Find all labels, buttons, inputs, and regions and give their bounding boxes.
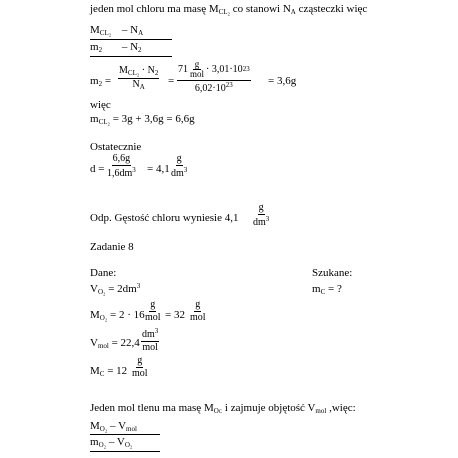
numerator: g (150, 299, 156, 310)
answer-line (90, 213, 238, 224)
text: co stanowi N (230, 3, 291, 15)
eq3-unit (171, 154, 187, 179)
text: Szukane: (312, 267, 353, 279)
denominator (107, 166, 136, 179)
text: = 4,1 (147, 163, 170, 175)
sup: 23 (242, 65, 250, 73)
sup: 3 (132, 166, 136, 174)
text: d = (90, 163, 105, 175)
sub: CL₂ (98, 118, 110, 126)
oxygen-line (90, 403, 356, 415)
text: = (104, 75, 112, 87)
text: m (90, 75, 99, 87)
text: C (218, 410, 223, 415)
sub: C (320, 288, 326, 296)
text: 1,6dm (107, 168, 133, 179)
oxygen-proportion-2 (90, 437, 132, 449)
sub: A (138, 29, 144, 37)
denominator (195, 81, 233, 94)
molar-volume (90, 338, 140, 350)
numerator: g (137, 355, 143, 366)
text: O (213, 407, 219, 415)
sub: 2 (98, 46, 103, 54)
sub: O₂ (97, 288, 106, 296)
text: dm (142, 329, 155, 340)
text: – V (106, 436, 125, 448)
sub: O₂ (99, 425, 108, 433)
numerator (177, 60, 251, 81)
wiec-text (90, 100, 111, 111)
text: = 3g + 3,6g = 6,6g (112, 113, 195, 125)
denominator (171, 166, 187, 179)
sub: A (139, 83, 145, 91)
sub: mol (315, 407, 327, 415)
eq3-fraction (107, 154, 136, 179)
denominator (253, 215, 269, 228)
sup: 3 (136, 282, 141, 290)
answer-unit (253, 203, 269, 228)
sub (214, 407, 222, 415)
text: – V (107, 420, 127, 432)
numerator: g (258, 202, 264, 213)
denominator: mol (190, 312, 206, 323)
denominator (133, 79, 145, 91)
text: = ? (325, 283, 342, 295)
text: m (90, 436, 99, 448)
sub: mol (97, 342, 109, 350)
denominator: mol (132, 368, 148, 379)
text: = 22,4 (108, 337, 140, 349)
text: M (119, 65, 128, 76)
sub: 2 (138, 46, 142, 54)
text: = 12 (104, 365, 128, 377)
text: · N (141, 65, 155, 76)
molar-mass-c (90, 366, 127, 378)
sub: CL₂ (99, 29, 112, 37)
eq1-lhs (90, 76, 111, 88)
text: m (90, 41, 99, 53)
text: Odp. Gęstość chloru wyniesie 4,1 (90, 212, 239, 224)
sub: CL₂ (218, 8, 230, 16)
text: M (90, 365, 100, 377)
text: Jeden mol tlenu ma masę M (90, 402, 214, 414)
text: V (90, 283, 98, 295)
volume-o2 (90, 283, 140, 296)
unit-fraction (190, 60, 204, 79)
mo2-eq2 (165, 310, 185, 321)
underline (90, 56, 172, 57)
text: V (90, 337, 98, 349)
sup: 3 (183, 166, 188, 174)
text: 6,02·10 (194, 83, 226, 94)
vm-unit (141, 328, 159, 353)
sub: 2 (154, 69, 159, 77)
numerator (141, 328, 159, 342)
eq3-lhs (90, 164, 104, 175)
proportion-line-1 (90, 25, 143, 37)
sub: mol (126, 425, 137, 433)
text: · 3,01·10 (206, 63, 243, 75)
sub: O₂ (124, 441, 133, 449)
sub: A (290, 8, 296, 16)
text: = 2dm (105, 283, 137, 295)
text: Ostatecznie (90, 141, 142, 153)
text: cząsteczki więc (295, 3, 368, 15)
text: dm (171, 168, 184, 179)
molar-mass-o2 (90, 310, 145, 322)
eq2 (90, 114, 195, 126)
eq1-fraction-2 (177, 60, 251, 94)
sup: 23 (225, 81, 233, 89)
text: jeden mol chloru ma masę M (90, 3, 219, 15)
proportion-line-2 (90, 42, 142, 54)
text: = 2 · 16 (107, 309, 145, 321)
sub: O₂ (98, 441, 107, 449)
underline (90, 451, 160, 452)
text: = 3,6g (268, 75, 297, 87)
denominator: mol (142, 342, 158, 353)
sub: O₂ (99, 314, 108, 322)
text: 71 (178, 63, 188, 75)
text: M (90, 309, 100, 321)
eq1-equals (168, 76, 174, 87)
numerator: g (195, 299, 201, 310)
sought-label (312, 268, 352, 279)
text: ,więc: (326, 402, 356, 414)
mo2-unit-2 (190, 300, 206, 323)
given-label (90, 268, 116, 279)
text: dm (253, 217, 266, 228)
underline (90, 434, 160, 435)
text: m (312, 283, 321, 295)
sought-value (312, 284, 342, 296)
text: Zadanie 8 (90, 241, 134, 253)
text: – N (121, 41, 139, 53)
eq3-mid (147, 164, 170, 175)
text: Dane: (90, 267, 117, 279)
ostatecznie-text (90, 142, 141, 153)
text: więc (90, 99, 111, 111)
mc-unit (132, 356, 148, 379)
mo2-unit-1 (145, 300, 161, 323)
numerator: g (176, 153, 182, 164)
text: M (90, 420, 100, 432)
sub: C (99, 370, 105, 378)
eq1-fraction-1 (118, 66, 159, 91)
underline (90, 39, 172, 40)
sup: 3 (154, 327, 159, 335)
text: m (90, 113, 99, 125)
sup: 3 (265, 215, 270, 223)
numerator: 6,6g (112, 153, 131, 164)
text: i zajmuje objętość V (222, 402, 316, 414)
text: – N (121, 24, 139, 36)
text: g (194, 59, 200, 69)
numerator (118, 66, 159, 79)
text: mol (190, 69, 205, 79)
task-heading (90, 242, 134, 253)
text: = (168, 75, 175, 87)
text: M (90, 24, 100, 36)
denominator: mol (145, 312, 161, 323)
intro-line (90, 4, 367, 16)
text: N (132, 79, 140, 90)
text: = 32 (165, 309, 185, 321)
sub: 2 (98, 80, 103, 88)
oxygen-proportion-1 (90, 421, 137, 433)
sub: CL₂ (127, 69, 140, 77)
eq1-result (268, 76, 296, 87)
